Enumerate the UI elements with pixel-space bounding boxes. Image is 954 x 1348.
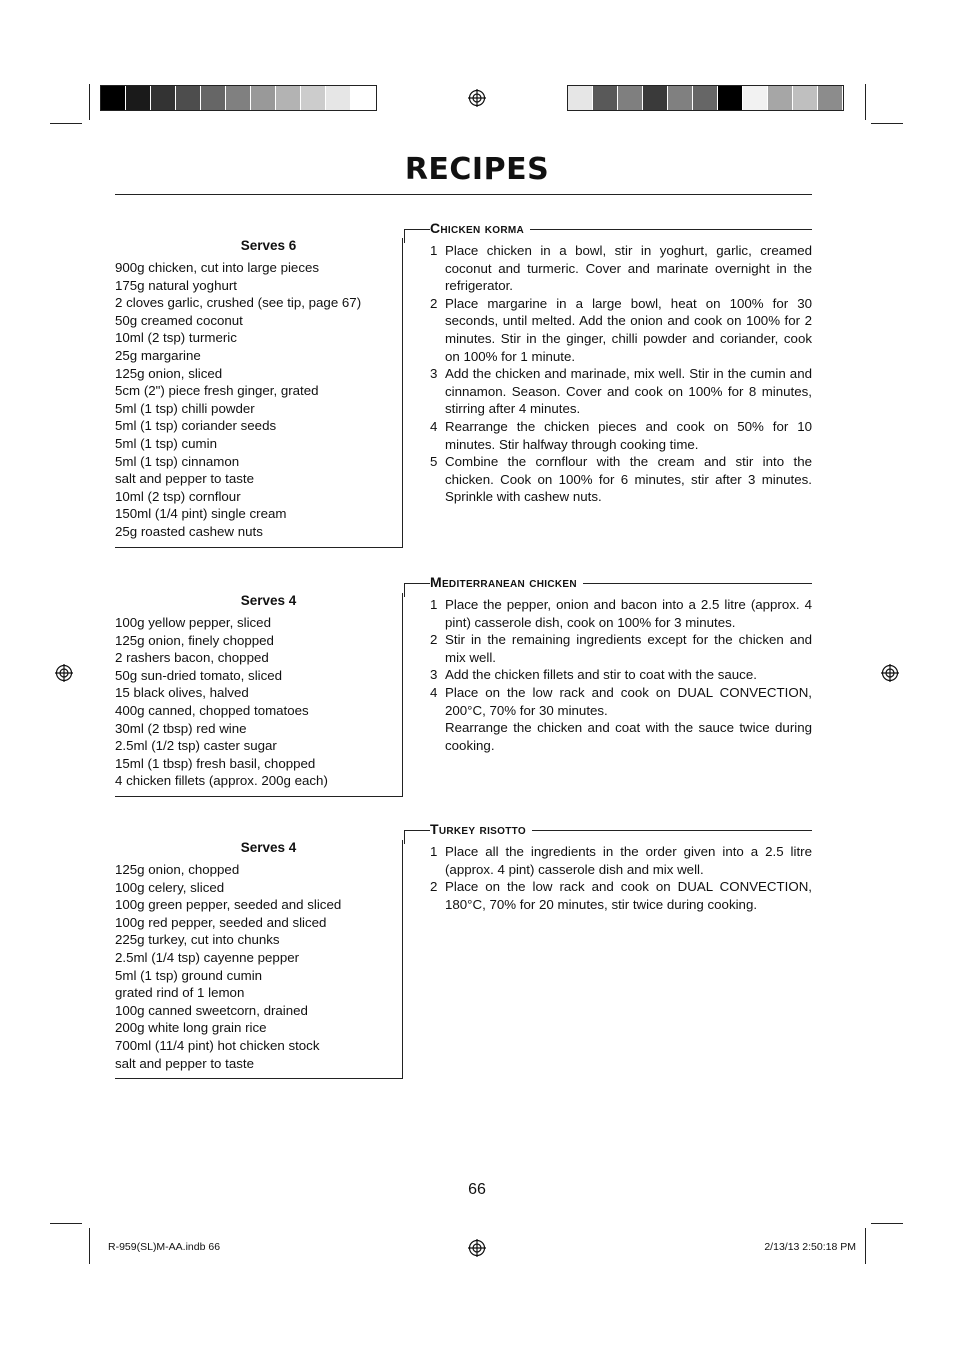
ingredient-item: salt and pepper to taste — [115, 1055, 254, 1071]
color-swatch — [568, 86, 593, 110]
step-number: 1 — [430, 597, 438, 612]
crop-mark — [871, 123, 903, 124]
ingredient-item: 15 black olives, halved — [115, 685, 249, 701]
method-step — [430, 684, 812, 719]
color-swatch — [176, 86, 201, 110]
step-text: Place on the low rack and cook on DUAL CONVECTION, 200°C, 70% for 30 minutes. — [445, 684, 812, 718]
color-swatch — [276, 86, 301, 110]
color-swatch — [718, 86, 743, 110]
ingredients-box-chicken-korma — [115, 238, 403, 548]
color-swatch — [201, 86, 226, 110]
ingredient-item: 400g canned, chopped tomatoes — [115, 702, 309, 718]
recipe-title: Turkey risotto — [430, 821, 532, 837]
ingredient-item: 5ml (1 tsp) chilli powder — [115, 400, 255, 416]
registration-mark-icon — [55, 664, 73, 682]
ingredient-item: 5ml (1 tsp) cinnamon — [115, 453, 240, 469]
serves-label: Serves 6 — [240, 238, 297, 253]
section-heading — [404, 821, 812, 841]
method-step — [430, 242, 812, 295]
section-heading — [404, 574, 812, 594]
method-step — [430, 843, 812, 878]
color-swatch — [668, 86, 693, 110]
color-swatch — [618, 86, 643, 110]
step-text: Place all the ingredients in the order given into a 2.5 litre (approx. 4 pint) casserole dish and mix well. — [445, 844, 812, 877]
ingredient-item: 30ml (2 tbsp) red wine — [115, 720, 247, 736]
ingredient-item: 4 chicken fillets (approx. 200g each) — [115, 773, 328, 789]
ingredient-item: 50g sun-dried tomato, sliced — [115, 667, 283, 683]
step-text: Combine the cornflour with the cream and stir into the chicken. Cook on 100% for 6 minutes, stir after 3 minutes. Sprinkle with cashew nuts. — [445, 454, 812, 505]
ingredient-item: salt and pepper to taste — [115, 471, 254, 487]
ingredient-item: 5ml (1 tsp) coriander seeds — [115, 418, 277, 434]
crop-mark — [871, 1223, 903, 1224]
ingredient-item: 10ml (2 tsp) turmeric — [115, 330, 237, 346]
ingredient-item: 2 rashers bacon, chopped — [115, 650, 269, 666]
method-steps — [404, 242, 812, 506]
method-step — [430, 453, 812, 506]
ingredient-item: 900g chicken, cut into large pieces — [115, 260, 320, 275]
ingredient-item: grated rind of 1 lemon — [115, 985, 245, 1001]
ingredient-item: 2 cloves garlic, crushed (see tip, page 67) — [115, 295, 362, 311]
color-swatch — [693, 86, 718, 110]
step-number: 2 — [430, 879, 438, 895]
step-number: 4 — [430, 418, 438, 434]
color-swatch — [326, 86, 351, 110]
method-step — [430, 719, 812, 754]
method-steps — [404, 843, 812, 913]
color-swatch — [126, 86, 151, 110]
ingredient-list — [115, 614, 402, 790]
step-number: 2 — [430, 632, 438, 648]
registration-mark-icon — [468, 89, 486, 107]
color-swatch — [351, 86, 376, 110]
ingredient-item: 125g onion, sliced — [115, 365, 223, 381]
ingredient-item: 50g creamed coconut — [115, 312, 243, 328]
ingredient-item: 2.5ml (1/4 tsp) cayenne pepper — [115, 949, 300, 965]
ingredient-item: 100g yellow pepper, sliced — [115, 615, 271, 630]
ingredient-item: 100g red pepper, seeded and sliced — [115, 914, 327, 930]
ingredient-item: 125g onion, finely chopped — [115, 632, 274, 648]
method-step — [430, 295, 812, 365]
color-swatch — [643, 86, 668, 110]
step-text: Rearrange the chicken pieces and cook on 50% for 10 minutes. Stir halfway through cooking time. — [445, 418, 812, 452]
ingredients-box-mediterranean-chicken — [115, 593, 403, 797]
color-swatch — [793, 86, 818, 110]
registration-mark-icon — [881, 664, 899, 682]
crop-mark — [865, 1228, 866, 1264]
method-step — [430, 596, 812, 631]
step-number: 1 — [430, 844, 438, 859]
crop-mark — [50, 123, 82, 124]
color-swatch — [593, 86, 618, 110]
ingredient-item: 5ml (1 tsp) cumin — [115, 435, 217, 451]
ingredient-item: 150ml (1/4 pint) single cream — [115, 506, 287, 522]
ingredient-item: 25g margarine — [115, 347, 201, 363]
ingredient-item: 225g turkey, cut into chunks — [115, 932, 280, 948]
ingredient-list — [115, 861, 402, 1072]
recipe-section-turkey-risotto — [404, 821, 812, 913]
method-step — [430, 878, 812, 913]
ingredient-item: 15ml (1 tbsp) fresh basil, chopped — [115, 755, 316, 771]
section-heading — [404, 220, 812, 240]
ingredient-item: 100g green pepper, seeded and sliced — [115, 897, 342, 913]
step-text: Place the pepper, onion and bacon into a 2.5 litre (approx. 4 pint) casserole dish, cook on 100% for 3 minutes. — [445, 597, 812, 630]
method-step — [430, 365, 812, 418]
ingredients-box-turkey-risotto — [115, 840, 403, 1079]
step-text: Place on the low rack and cook on DUAL CONVECTION, 180°C, 70% for 20 minutes, stir twice during cooking. — [445, 879, 812, 912]
color-swatch — [743, 86, 768, 110]
page-number: 66 — [468, 1181, 486, 1198]
step-text: Place margarine in a large bowl, heat on 100% for 30 seconds, until melted. Add the onion and cook on 100% for 2 minutes. Stir in the ginger, chilli powder and coriander, cook on 100% for 1 minute. — [445, 295, 812, 364]
color-swatch — [151, 86, 176, 110]
crop-mark — [50, 1223, 82, 1224]
color-swatch — [251, 86, 276, 110]
ingredient-item: 200g white long grain rice — [115, 1020, 267, 1036]
ingredient-item: 25g roasted cashew nuts — [115, 523, 263, 539]
step-text: Stir in the remaining ingredients except for the chicken and mix well. — [445, 632, 812, 665]
swatch-bar-left — [100, 85, 377, 111]
footer-file-name: R-959(SL)M-AA.indb 66 — [108, 1241, 221, 1253]
method-steps — [404, 596, 812, 754]
step-number: 3 — [430, 667, 438, 683]
recipe-section-chicken-korma — [404, 220, 812, 506]
crop-mark — [865, 84, 866, 120]
step-number: 5 — [430, 454, 438, 470]
step-text: Add the chicken and marinade, mix well. Stir in the cumin and cinnamon. Season. Cover and cook on 100% for 8 minutes, stirring after 4 minutes. — [445, 366, 812, 417]
color-swatch — [818, 86, 843, 110]
step-text: Rearrange the chicken and coat with the sauce twice during cooking. — [445, 720, 812, 753]
ingredient-item: 100g celery, sliced — [115, 879, 225, 895]
method-step — [430, 666, 812, 684]
method-step — [430, 418, 812, 453]
title-rule — [115, 194, 812, 195]
recipe-title: Chicken korma — [430, 220, 530, 236]
step-text: Place chicken in a bowl, stir in yoghurt, garlic, creamed coconut and turmeric. Cover and marinate overnight in the refrigerator. — [445, 243, 812, 294]
ingredient-item: 125g onion, chopped — [115, 862, 240, 877]
ingredient-item: 100g canned sweetcorn, drained — [115, 1002, 308, 1018]
step-text: Add the chicken fillets and stir to coat with the sauce. — [445, 667, 757, 683]
ingredient-list — [115, 259, 402, 541]
method-step — [430, 631, 812, 666]
color-swatch — [226, 86, 251, 110]
ingredient-item: 5ml (1 tsp) ground cumin — [115, 967, 263, 983]
step-number: 2 — [430, 295, 438, 311]
ingredient-item: 700ml (11/4 pint) hot chicken stock — [115, 1037, 320, 1053]
serves-label: Serves 4 — [240, 593, 297, 608]
footer-timestamp: 2/13/13 2:50:18 PM — [764, 1241, 856, 1253]
serves-label: Serves 4 — [240, 840, 297, 855]
color-swatch — [301, 86, 326, 110]
ingredient-item: 5cm (2") piece fresh ginger, grated — [115, 383, 319, 399]
color-swatch — [768, 86, 793, 110]
crop-mark — [89, 1228, 90, 1264]
registration-mark-icon — [468, 1239, 486, 1257]
step-number: 1 — [430, 243, 438, 258]
ingredient-item: 10ml (2 tsp) cornflour — [115, 488, 241, 504]
crop-mark — [89, 84, 90, 120]
color-swatch — [101, 86, 126, 110]
recipe-section-mediterranean-chicken — [404, 574, 812, 754]
ingredient-item: 175g natural yoghurt — [115, 277, 237, 293]
recipe-title: Mediterranean chicken — [430, 574, 583, 590]
step-number: 3 — [430, 366, 438, 382]
page-title: RECIPES — [404, 152, 550, 187]
step-number: 4 — [430, 684, 438, 700]
ingredient-item: 2.5ml (1/2 tsp) caster sugar — [115, 738, 277, 754]
swatch-bar-right — [567, 85, 844, 111]
